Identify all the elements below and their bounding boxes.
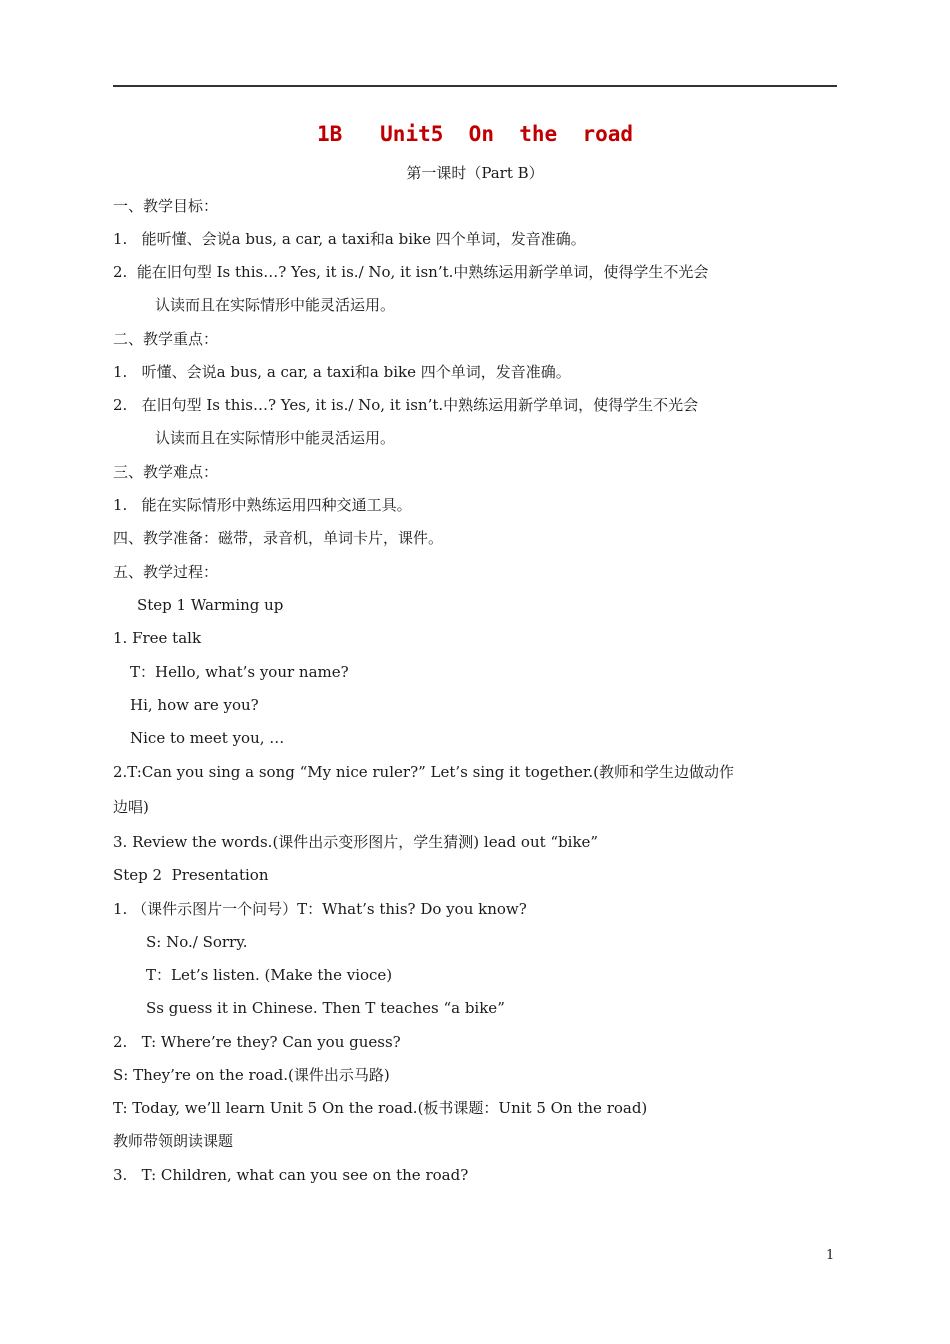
document-title: 1B Unit5 On the road <box>316 122 634 146</box>
text-line: 3. T: Children, what can you see on the road? <box>113 1166 469 1184</box>
document-subtitle: 第一课时（Part B） <box>406 164 544 182</box>
text-line: 2. T: Where’re they? Can you guess? <box>113 1033 401 1051</box>
text-line: 认读而且在实际情形中能灵活运用。 <box>155 296 396 314</box>
text-line: Ss guess it in Chinese. Then T teaches “a bike” <box>146 999 505 1017</box>
text-line: 认读而且在实际情形中能灵活运用。 <box>155 429 396 447</box>
text-line: S: They’re on the road.(课件出示马路) <box>113 1066 390 1084</box>
text-line: Nice to meet you, … <box>130 729 285 747</box>
text-line: T：Hello, what’s your name? <box>130 663 349 681</box>
text-line: 三、教学难点： <box>113 463 219 481</box>
page-number: 1 <box>826 1248 835 1263</box>
text-line: T: Today, we’ll learn Unit 5 On the road.(板书课题：Unit 5 On the road) <box>113 1099 648 1117</box>
text-line: 1. 听懂、会说a bus, a car, a taxi和a bike 四个单词，发音准确。 <box>113 363 571 381</box>
text-line: 二、教学重点： <box>113 330 219 348</box>
text-line: 1. （课件示图片一个问号）T：What’s this? Do you know? <box>113 900 527 918</box>
text-line: Hi, how are you? <box>130 696 259 714</box>
header-rule <box>113 85 837 87</box>
text-line: 一、教学目标： <box>113 197 219 215</box>
text-line: 教师带领朗读课题 <box>113 1132 234 1150</box>
text-line: 1. Free talk <box>113 629 202 647</box>
text-line: 1. 能在实际情形中熟练运用四种交通工具。 <box>113 496 412 514</box>
text-line: 2. 在旧句型 Is this…? Yes, it is./ No, it isn’t.中熟练运用新学单词，使得学生不光会 <box>113 396 699 414</box>
text-line: 1. 能听懂、会说a bus, a car, a taxi和a bike 四个单词，发音准确。 <box>113 230 586 248</box>
text-line: 四、教学准备：磁带，录音机，单词卡片，课件。 <box>113 529 444 547</box>
text-line: S: No./ Sorry. <box>146 933 248 951</box>
text-line: 边唱) <box>113 798 149 816</box>
text-line: 五、教学过程： <box>113 563 219 581</box>
text-line: 2.T:Can you sing a song “My nice ruler?” Let’s sing it together.(教师和学生边做动作 <box>113 763 735 781</box>
text-line: Step 2 Presentation <box>113 866 269 884</box>
text-line: T：Let’s listen. (Make the vioce) <box>146 966 393 984</box>
text-line: 3. Review the words.(课件出示变形图片，学生猜测) lead out “bike” <box>113 833 599 851</box>
text-line: 2. 能在旧句型 Is this…? Yes, it is./ No, it isn’t.中熟练运用新学单词，使得学生不光会 <box>113 263 709 281</box>
text-line: Step 1 Warming up <box>137 596 284 614</box>
